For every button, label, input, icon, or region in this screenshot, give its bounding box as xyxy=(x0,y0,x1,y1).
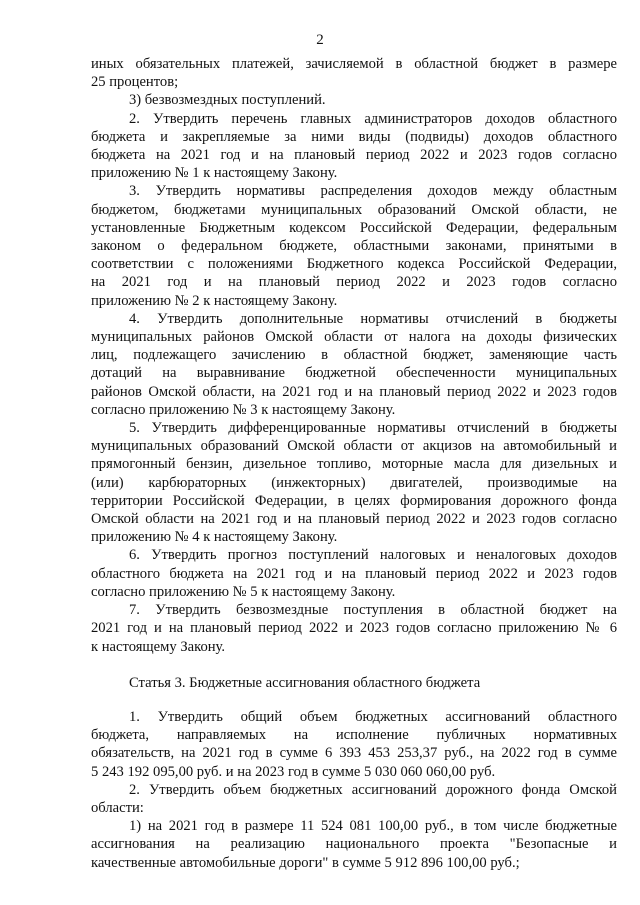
text-line: 2021 год и на плановый период 2022 и 2023 годов согласно приложению № 6 xyxy=(91,620,617,637)
paragraph-a3-2-1-end xyxy=(91,854,617,872)
paragraph-7 xyxy=(91,601,617,619)
text-line: дотаций на выравнивание бюджетной обеспеченности муниципальных xyxy=(91,365,617,382)
paragraph-7-body xyxy=(91,619,617,637)
paragraph-a3-2-end xyxy=(91,799,617,817)
text-line: 5 243 192 095,00 руб. и на 2023 год в сумме 5 030 060 060,00 руб. xyxy=(91,763,496,780)
text-line: бюджета и закрепляемые за ними виды (подвиды) доходов областного xyxy=(91,128,617,145)
text-line: территории Российской Федерации, в целях формирования дорожного фонда xyxy=(91,492,617,509)
paragraph-6 xyxy=(91,546,617,564)
paragraph-3-end xyxy=(91,292,617,310)
text-line: согласно приложению № 3 к настоящему Закону. xyxy=(91,401,396,418)
text-line: районов Омской области, на 2021 год и на плановый период 2022 и 2023 годов xyxy=(91,383,617,400)
text-line: лиц, подлежащего зачислению в областной бюджет, заменяющие часть xyxy=(91,347,617,364)
paragraph-cont-end xyxy=(91,73,617,91)
text-line: (или) карбюраторных (инжекторных) двигателей, производимые на xyxy=(91,474,617,491)
text-line: установленные Бюджетным кодексом Российской Федерации, федеральным xyxy=(91,219,617,236)
paragraph-6-body xyxy=(91,565,617,583)
text-line: муниципальных образований Омской области от акцизов на автомобильный и xyxy=(91,438,617,455)
text-line: бюджета на 2021 год и на плановый период 2022 и 2023 годов согласно xyxy=(91,147,617,164)
paragraph-2 xyxy=(91,110,617,128)
text-line: 25 процентов; xyxy=(91,74,179,91)
text-line: бюджета, направляемых на исполнение публичных нормативных xyxy=(91,727,617,744)
text-line: 1) на 2021 год в размере 11 524 081 100,00 руб., в том числе бюджетные xyxy=(129,818,617,835)
paragraph-a3-2-1-body xyxy=(91,835,617,853)
text-line: 1. Утвердить общий объем бюджетных ассигнований областного xyxy=(129,708,617,725)
article-heading: Статья 3. Бюджетные ассигнования областного бюджета xyxy=(129,674,481,691)
paragraph-cont xyxy=(91,55,617,73)
text-line: прямогонный бензин, дизельное топливо, моторные масла для дизельных и xyxy=(91,456,617,473)
paragraph-4 xyxy=(91,310,617,328)
spacer xyxy=(91,656,617,674)
text-line: 4. Утвердить дополнительные нормативы отчислений в бюджеты xyxy=(129,310,617,327)
paragraph-2-body xyxy=(91,128,617,164)
text-line: законом о федеральном бюджете, областными законами, принятыми в xyxy=(91,238,617,255)
text-line: соответствии с положениями Бюджетного кодекса Российской Федерации, xyxy=(91,256,617,273)
paragraph-a3-2-1 xyxy=(91,817,617,835)
paragraph-6-end xyxy=(91,583,617,601)
text-line: 2. Утвердить объем бюджетных ассигнований дорожного фонда Омской xyxy=(129,781,617,798)
text-line: обязательств, на 2021 год в сумме 6 393 453 253,37 руб., на 2022 год в сумме xyxy=(91,745,617,762)
text-line: приложению № 2 к настоящему Закону. xyxy=(91,292,338,309)
text-line: на 2021 год и на плановый период 2022 и 2023 годов согласно xyxy=(91,274,617,291)
paragraph-4-end xyxy=(91,401,617,419)
text-line: области: xyxy=(91,799,144,816)
page-number: 2 xyxy=(316,32,324,48)
text-line: согласно приложению № 5 к настоящему Закону. xyxy=(91,583,396,600)
paragraph-5 xyxy=(91,419,617,437)
text-line: иных обязательных платежей, зачисляемой в областной бюджет в размере xyxy=(91,56,617,72)
paragraph-3-body xyxy=(91,201,617,292)
text-line: областного бюджета на 2021 год и на плановый период 2022 и 2023 годов xyxy=(91,565,617,582)
document-body xyxy=(91,55,617,872)
text-line: Омской области на 2021 год и на плановый период 2022 и 2023 годов согласно xyxy=(91,511,617,528)
text-line: 2. Утвердить перечень главных администраторов доходов областного xyxy=(129,110,617,127)
paragraph-a3-1-end xyxy=(91,763,617,781)
text-line: к настоящему Закону. xyxy=(91,638,226,655)
spacer xyxy=(91,692,617,708)
paragraph-4-body xyxy=(91,328,617,401)
paragraph-5-end xyxy=(91,528,617,546)
text-line: приложению № 1 к настоящему Закону. xyxy=(91,165,338,182)
text-line: качественные автомобильные дороги" в сумме 5 912 896 100,00 руб.; xyxy=(91,854,520,871)
paragraph-item-3 xyxy=(91,91,617,109)
paragraph-3 xyxy=(91,182,617,200)
paragraph-a3-2 xyxy=(91,781,617,799)
paragraph-5-body xyxy=(91,437,617,528)
text-line: муниципальных районов Омской области от налога на доходы физических xyxy=(91,329,617,346)
text-line: 6. Утвердить прогноз поступлений налоговых и неналоговых доходов xyxy=(129,547,617,564)
text-line: 3. Утвердить нормативы распределения доходов между областным xyxy=(129,183,617,200)
text-line: 3) безвозмездных поступлений. xyxy=(129,92,326,109)
text-line: бюджетом, бюджетами муниципальных образований Омской области, не xyxy=(91,201,617,218)
text-line: ассигнования на реализацию национального проекта "Безопасные и xyxy=(91,836,617,853)
paragraph-2-end xyxy=(91,164,617,182)
text-line: 7. Утвердить безвозмездные поступления в областной бюджет на xyxy=(129,602,617,619)
paragraph-7-end xyxy=(91,638,617,656)
paragraph-a3-1-body xyxy=(91,726,617,762)
paragraph-a3-1 xyxy=(91,708,617,726)
text-line: 5. Утвердить дифференцированные нормативы отчислений в бюджеты xyxy=(129,420,617,437)
text-line: приложению № 4 к настоящему Закону. xyxy=(91,529,338,546)
